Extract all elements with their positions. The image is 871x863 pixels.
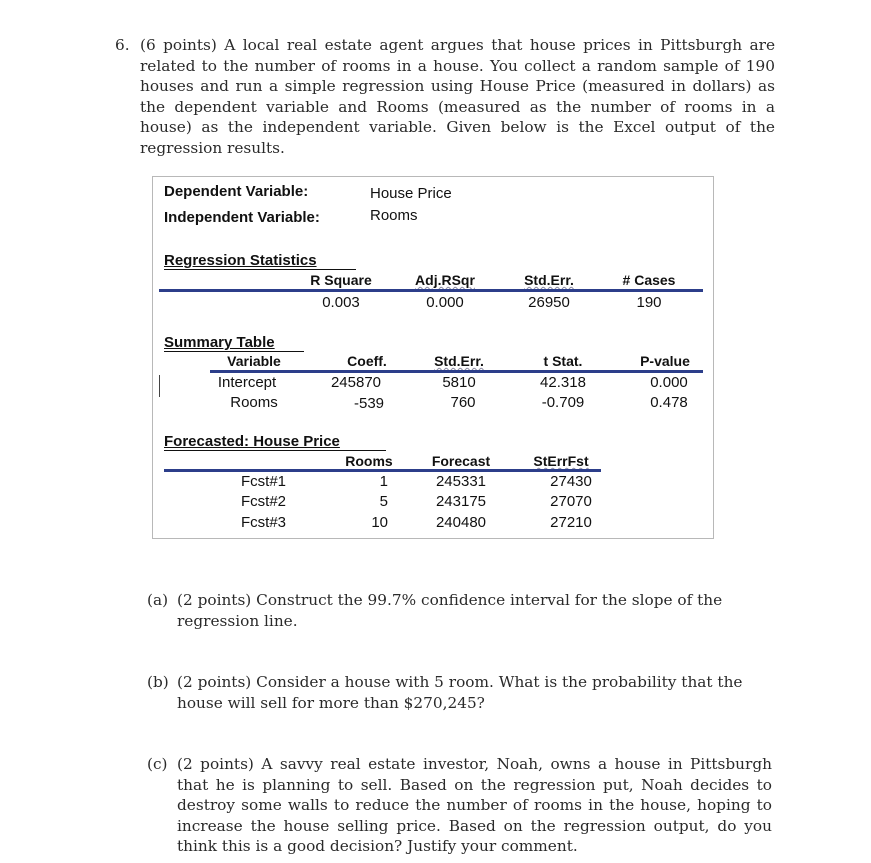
cell-forecast: 240480 <box>435 514 487 531</box>
header-adj-rsqr: Adj.RSqr <box>415 272 475 288</box>
cell-forecast: 245331 <box>435 473 487 490</box>
header-std-err: Std.Err. <box>524 272 574 288</box>
cell-rooms: 1 <box>379 473 388 490</box>
cell-t-stat: 42.318 <box>540 374 586 391</box>
cell-rooms: 10 <box>371 514 388 531</box>
regression-statistics-title: Regression Statistics <box>164 252 356 270</box>
cell-std-err: 760 <box>450 394 476 411</box>
header-coeff: Coeff. <box>347 353 387 369</box>
question-a-text: (2 points) Construct the 99.7% confidence interval for the slope of the regression line. <box>177 591 723 630</box>
summary-table-rule <box>210 370 703 373</box>
cell-coeff: 245870 <box>330 374 382 391</box>
header-forecast: Forecast <box>431 453 491 469</box>
cell-forecast: 243175 <box>435 493 487 510</box>
question-b-label: (b) <box>147 673 169 691</box>
independent-variable-value: Rooms <box>370 207 418 224</box>
cell-sterrfst: 27210 <box>550 514 592 531</box>
header-r-square: R Square <box>310 272 372 288</box>
question-c-text: (2 points) A savvy real estate investor, Noah, owns a house in Pittsburgh that he is planning to sell. Based on the regression put, Noah decides to destroy some walls to reduce the number of rooms in the house, hoping to increase the house selling price. Based on the regression output, do you think this is a good decision? Justify your comment. <box>177 755 772 856</box>
cell-rooms: 5 <box>379 493 388 510</box>
value-cases: 190 <box>636 294 662 311</box>
regression-statistics-rule <box>159 289 703 292</box>
dependent-variable-label: Dependent Variable: <box>164 183 309 200</box>
question-c-label: (c) <box>147 755 168 773</box>
question-b-text: (2 points) Consider a house with 5 room. What is the probability that the house will sell for more than $270,245? <box>177 673 743 712</box>
cell-forecast-label: Fcst#1 <box>241 473 287 490</box>
cell-forecast-label: Fcst#3 <box>241 514 287 531</box>
value-adj-rsqr: 0.000 <box>426 294 464 311</box>
cell-forecast-label: Fcst#2 <box>241 493 287 510</box>
header-p-value: P-value <box>640 353 690 369</box>
summary-table-title: Summary Table <box>164 334 304 352</box>
cell-variable: Rooms <box>230 394 278 411</box>
cell-coeff: -539 <box>353 395 385 412</box>
question-b <box>147 672 772 713</box>
cell-sterrfst: 27070 <box>550 493 592 510</box>
cell-sterrfst: 27430 <box>550 473 592 490</box>
header-t-stat: t Stat. <box>543 353 583 369</box>
value-r-square: 0.003 <box>322 294 360 311</box>
problem-text: (6 points) A local real estate agent argues that house prices in Pittsburgh are related to the number of rooms in a house. You collect a random sample of 190 houses and run a simple regression using House Price (measured in dollars) as the dependent variable and Rooms (measured as the number of rooms in a house) as the independent variable. Given below is the Excel output of the regression results. <box>140 36 775 157</box>
header-variable: Variable <box>227 353 281 369</box>
header-cases: # Cases <box>622 272 676 288</box>
text-cursor <box>159 375 160 397</box>
problem-number: 6. <box>115 36 130 54</box>
question-c <box>147 754 772 857</box>
cell-variable: Intercept <box>217 374 277 391</box>
cell-p-value: 0.000 <box>650 374 688 391</box>
header-rooms: Rooms <box>345 453 393 469</box>
independent-variable-label: Independent Variable: <box>164 209 320 226</box>
cell-p-value: 0.478 <box>650 394 688 411</box>
cell-std-err: 5810 <box>442 374 476 391</box>
forecast-title: Forecasted: House Price <box>164 433 386 451</box>
dependent-variable-value: House Price <box>370 185 452 202</box>
question-a-label: (a) <box>147 591 169 609</box>
header-std-err-summary: Std.Err. <box>434 353 484 369</box>
value-std-err: 26950 <box>528 294 570 311</box>
question-a <box>147 590 772 631</box>
problem-statement <box>115 35 775 159</box>
cell-t-stat: -0.709 <box>541 394 585 411</box>
forecast-rule <box>164 469 601 472</box>
header-sterrfst: StErrFst <box>533 453 589 469</box>
